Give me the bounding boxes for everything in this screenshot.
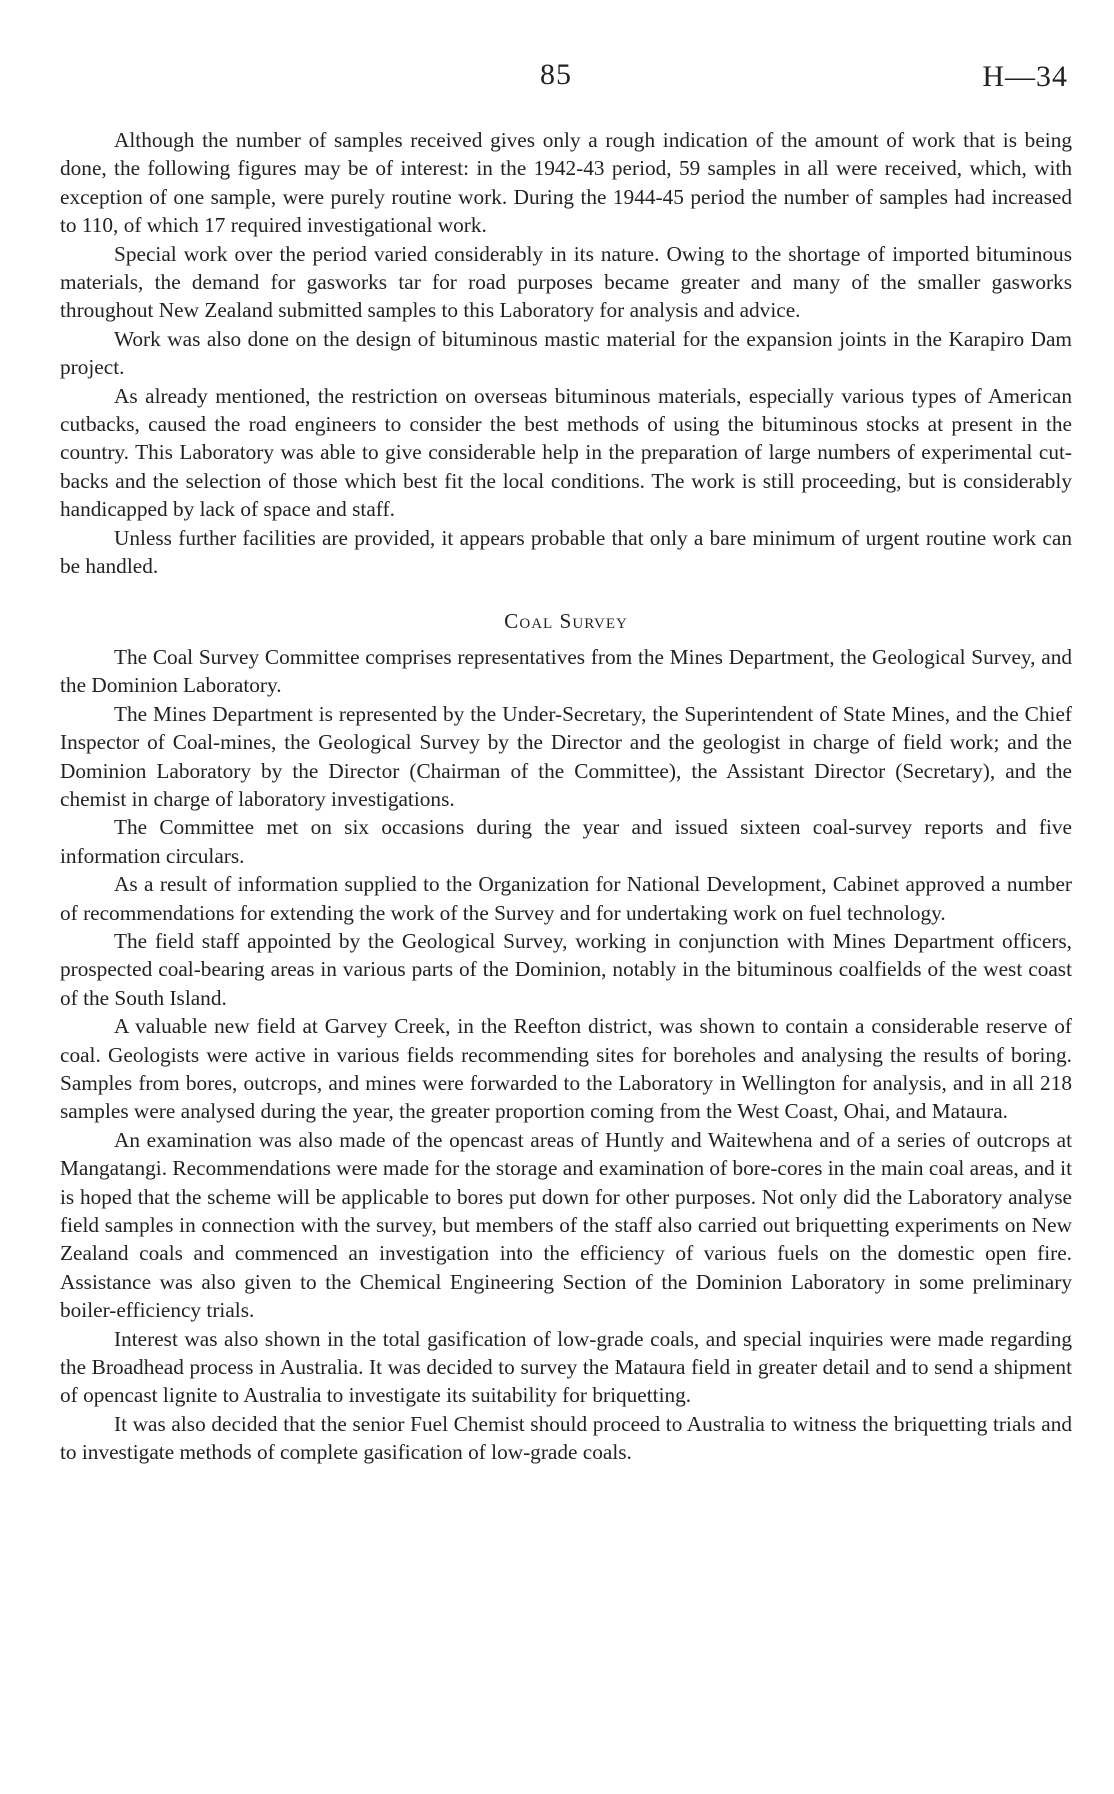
page-header [60,36,1072,93]
paragraph-field-staff: The field staff appointed by the Geological Survey, working in conjunction with Mines Department officers, prospected coal-bearing areas in various parts of the Dominion, notably in the bituminous coalfields of the west coast of the South Island. [60,928,1072,1010]
section-heading-coal-survey: Coal Survey [504,608,628,633]
paragraph-committee-meetings: The Committee met on six occasions during the year and issued sixteen coal-survey reports and five information circulars. [60,815,1072,868]
paragraph-committee-representatives: The Coal Survey Committee comprises representatives from the Mines Department, the Geological Survey, and the Dominion Laboratory. [60,644,1072,698]
paragraph-fuel-chemist: It was also decided that the senior Fuel Chemist should proceed to Australia to witness the briquetting trials and to investigate methods of complete gasification of low-grade coals. [60,1411,1072,1465]
paragraph-cabinet-approval: As a result of information supplied to the Organization for National Development, Cabinet approved a number of recommendations for extending the work of the Survey and for undertaking work on fuel technology. [60,872,1072,925]
paragraph-further-facilities: Unless further facilities are provided, it appears probable that only a bare minimum of urgent routine work can be handled. [60,525,1072,579]
paragraph-gasification-interest: Interest was also shown in the total gasification of low-grade coals, and special inquiries were made regarding the Broadhead process in Australia. It was decided to survey the Mataura field in greater detail and to send a shipment of opencast lignite to Australia to investigate its suitability for briquetting. [60,1326,1072,1408]
paragraph-samples-received: Although the number of samples received gives only a rough indication of the amount of work that is being done, the following figures may be of interest: in the 1942-43 period, 59 samples in all were received, which, with exception of one sample, were purely routine work. During the 1944-45 period the number of samples had increased to 110, of which 17 required investigational work. [60,128,1072,238]
document-body [60,126,1072,1467]
paragraph-opencast-examination: An examination was also made of the opencast areas of Huntly and Waitewhena and of a series of outcrops at Mangatangi. Recommendations were made for the storage and examination of bore-cores in the main coal areas, and it is hoped that the scheme will be applicable to bores put down for other purposes. Not only did the Laboratory analyse field samples in connection with the survey, but members of the staff also carried out briquetting experiments on New Zealand coals and commenced an investigation into the efficiency of various fuels on the domestic open fire. Assistance was also given to the Chemical Engineering Section of the Dominion Laboratory in some preliminary boiler-efficiency trials. [60,1127,1072,1323]
paragraph-karapiro-dam: Work was also done on the design of bituminous mastic material for the expansion joints in the Karapiro Dam project. [60,326,1072,380]
paragraph-bituminous-restrictions: As already mentioned, the restriction on overseas bituminous materials, especially various types of American cutbacks, caused the road engineers to consider the best methods of using the bituminous stocks at present in the country. This Laboratory was able to give considerable help in the preparation of large numbers of experimental cut-backs and the selection of those which best fit the local conditions. The work is still proceeding, but is considerably handicapped by lack of space and staff. [60,383,1072,522]
paragraph-garvey-creek: A valuable new field at Garvey Creek, in the Reefton district, was shown to contain a considerable reserve of coal. Geologists were active in various fields recommending sites for boreholes and analysing the results of boring. Samples from bores, outcrops, and mines were forwarded to the Laboratory in Wellington for analysis, and in all 218 samples were analysed during the year, the greater proportion coming from the West Coast, Ohai, and Mataura. [60,1014,1072,1124]
page-number: 85 [540,58,572,91]
document-code: H—34 [982,60,1068,93]
paragraph-special-work: Special work over the period varied considerably in its nature. Owing to the shortage of imported bituminous materials, the demand for gasworks tar for road purposes became greater and many of the smaller gasworks throughout New Zealand submitted samples to this Laboratory for analysis and advice. [60,241,1072,323]
paragraph-mines-department: The Mines Department is represented by the Under-Secretary, the Superintendent of State Mines, and the Chief Inspector of Coal-mines, the Geological Survey by the Director and the geologist in charge of field work; and the Dominion Laboratory by the Director (Chairman of the Committee), the Assistant Director (Secretary), and the chemist in charge of laboratory investigations. [60,701,1072,811]
